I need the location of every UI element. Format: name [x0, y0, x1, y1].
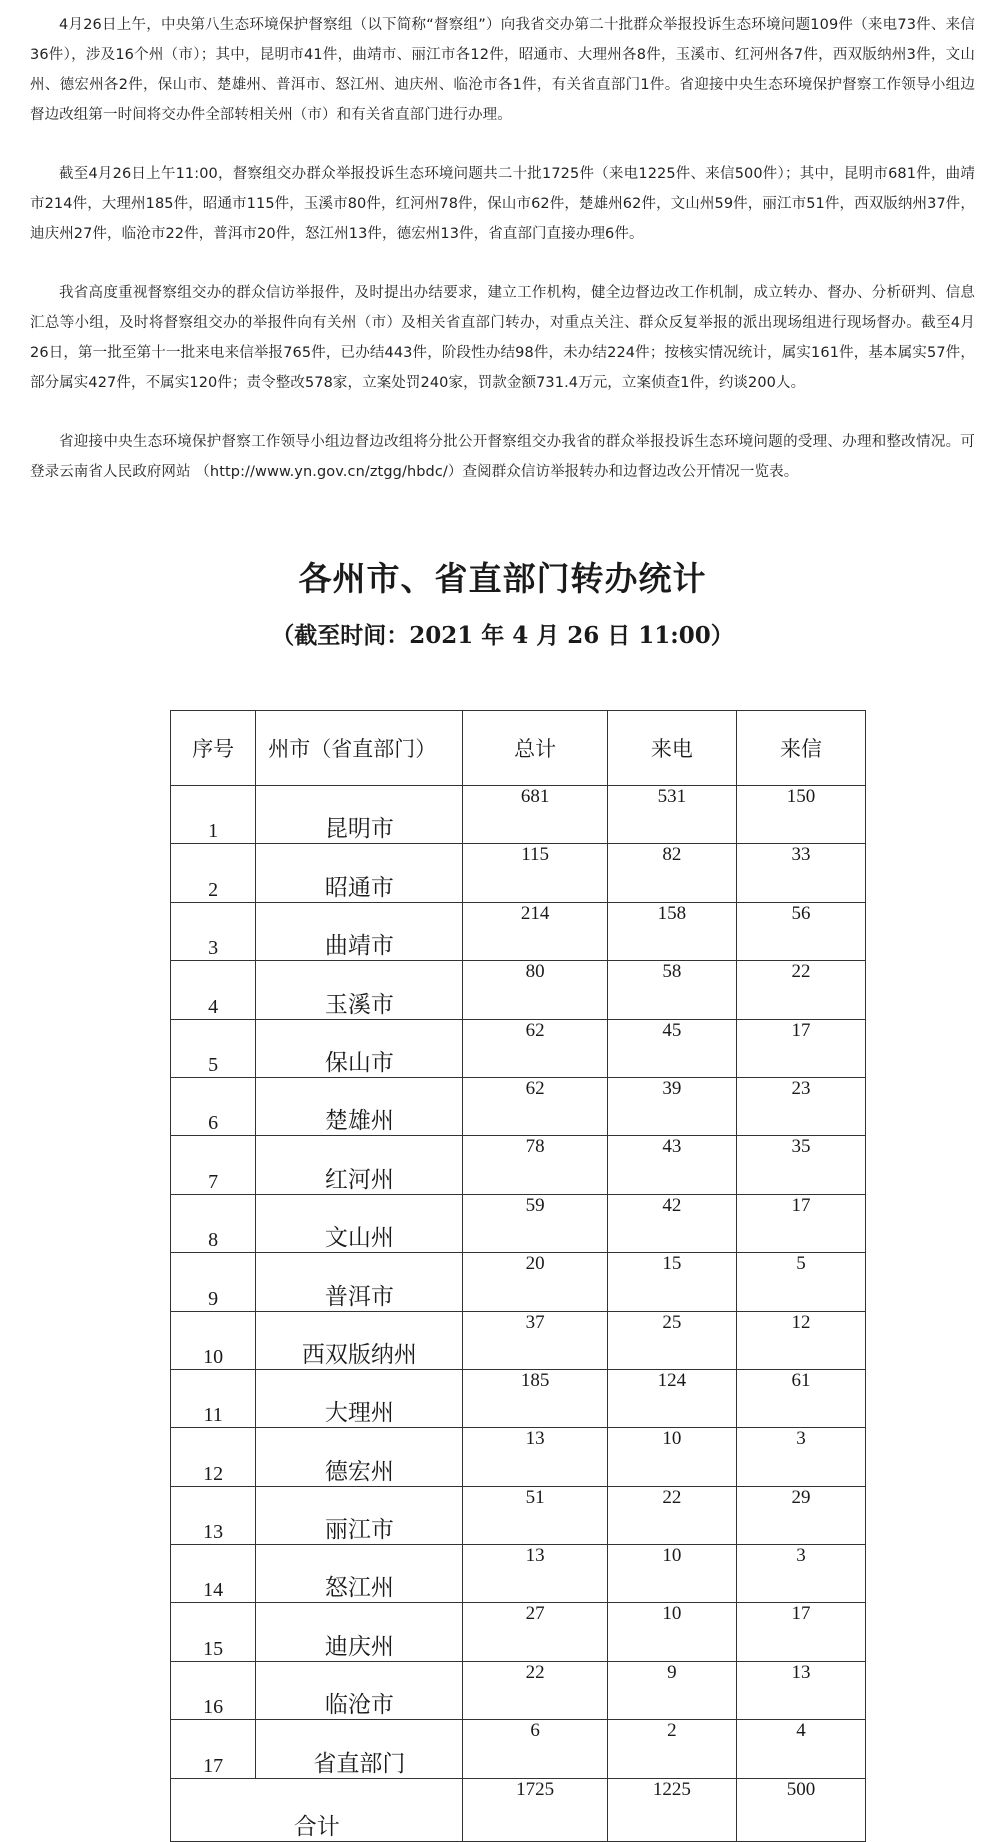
row-index: 11 — [171, 1369, 256, 1427]
table-row — [171, 1603, 866, 1661]
row-letter: 4 — [736, 1720, 865, 1778]
row-letter: 56 — [736, 902, 865, 960]
row-total: 51 — [463, 1486, 607, 1544]
row-index: 3 — [171, 902, 256, 960]
table-row — [171, 961, 866, 1019]
table-row — [171, 1194, 866, 1252]
row-index: 16 — [171, 1661, 256, 1719]
table-row — [171, 1486, 866, 1544]
row-letter: 29 — [736, 1486, 865, 1544]
row-phone: 15 — [607, 1253, 736, 1311]
row-letter: 17 — [736, 1019, 865, 1077]
row-name: 玉溪市 — [256, 961, 463, 1019]
row-total: 185 — [463, 1369, 607, 1427]
article-paragraph-4: 省迎接中央生态环境保护督察工作领导小组边督边改组将分批公开督察组交办我省的群众举报投诉生态环境问题的受理、办理和整改情况。可登录云南省人民政府网站 （http://www.yn.gov.cn/ztgg/hbdc/）查阅群众信访举报转办和边督边改公开情况一览表。 — [30, 434, 975, 480]
table-row — [171, 1311, 866, 1369]
row-name: 昭通市 — [256, 844, 463, 902]
table-row — [171, 1661, 866, 1719]
row-index: 7 — [171, 1136, 256, 1194]
header-phone: 来电 — [607, 711, 736, 786]
row-name: 曲靖市 — [256, 902, 463, 960]
row-phone: 42 — [607, 1194, 736, 1252]
row-total: 20 — [463, 1253, 607, 1311]
row-name: 大理州 — [256, 1369, 463, 1427]
row-letter: 17 — [736, 1603, 865, 1661]
row-total: 13 — [463, 1428, 607, 1486]
row-index: 15 — [171, 1603, 256, 1661]
row-total: 62 — [463, 1077, 607, 1135]
row-name: 普洱市 — [256, 1253, 463, 1311]
row-phone: 58 — [607, 961, 736, 1019]
table-row — [171, 1019, 866, 1077]
row-phone: 45 — [607, 1019, 736, 1077]
row-letter: 3 — [736, 1545, 865, 1603]
row-index: 1 — [171, 786, 256, 844]
row-phone: 10 — [607, 1428, 736, 1486]
row-total: 214 — [463, 902, 607, 960]
row-index: 9 — [171, 1253, 256, 1311]
row-total: 37 — [463, 1311, 607, 1369]
row-name: 迪庆州 — [256, 1603, 463, 1661]
table-row — [171, 1428, 866, 1486]
row-letter: 3 — [736, 1428, 865, 1486]
article-paragraph-1: 4月26日上午，中央第八生态环境保护督察组（以下简称“督察组”）向我省交办第二十批群众举报投诉生态环境问题109件（来电73件、来信36件），涉及16个州（市）；其中，昆明市41件，曲靖市、丽江市各12件，昭通市、大理州各8件，玉溪市、红河州各7件，西双版纳州3件，文山州、德宏州各2件，保山市、楚雄州、普洱市、怒江州、迪庆州、临沧市各1件，有关省直部门1件。省迎接中央生态环境保护督察工作领导小组边督边改组第一时间将交办件全部转相关州（市）和有关省直部门进行办理。 — [30, 17, 975, 123]
row-letter: 5 — [736, 1253, 865, 1311]
row-phone: 25 — [607, 1311, 736, 1369]
row-phone: 9 — [607, 1661, 736, 1719]
row-phone: 22 — [607, 1486, 736, 1544]
total-total: 1725 — [463, 1778, 607, 1841]
row-phone: 39 — [607, 1077, 736, 1135]
table-subtitle: （截至时间：2021 年 4 月 26 日 11:00） — [271, 622, 734, 649]
table-row — [171, 1253, 866, 1311]
row-phone: 10 — [607, 1545, 736, 1603]
row-total: 80 — [463, 961, 607, 1019]
total-phone: 1225 — [607, 1778, 736, 1841]
row-total: 27 — [463, 1603, 607, 1661]
row-total: 59 — [463, 1194, 607, 1252]
row-name: 文山州 — [256, 1194, 463, 1252]
row-phone: 82 — [607, 844, 736, 902]
row-name: 红河州 — [256, 1136, 463, 1194]
table-title: 各州市、省直部门转办统计 — [298, 559, 707, 598]
row-total: 62 — [463, 1019, 607, 1077]
row-name: 德宏州 — [256, 1428, 463, 1486]
table-row — [171, 1136, 866, 1194]
row-name: 临沧市 — [256, 1661, 463, 1719]
article-paragraph-3: 我省高度重视督察组交办的群众信访举报件，及时提出办结要求，建立工作机构，健全边督边改工作机制，成立转办、督办、分析研判、信息汇总等小组，及时将督察组交办的举报件向有关州（市）及相关省直部门转办，对重点关注、群众反复举报的派出现场组进行现场督办。截至4月26日，第一批至第十一批来电来信举报765件，已办结443件，阶段性办结98件，未办结224件；按核实情况统计，属实161件，基本属实57件，部分属实427件，不属实120件；责令整改578家，立案处罚240家，罚款金额731.4万元，立案侦查1件，约谈200人。 — [30, 285, 975, 391]
row-phone: 10 — [607, 1603, 736, 1661]
row-index: 10 — [171, 1311, 256, 1369]
table-row — [171, 786, 866, 844]
row-letter: 23 — [736, 1077, 865, 1135]
table-row — [171, 1077, 866, 1135]
row-letter: 22 — [736, 961, 865, 1019]
row-name: 省直部门 — [256, 1720, 463, 1778]
total-letter: 500 — [736, 1778, 865, 1841]
header-letter: 来信 — [736, 711, 865, 786]
row-letter: 61 — [736, 1369, 865, 1427]
header-index: 序号 — [171, 711, 256, 786]
statistics-table — [170, 710, 866, 1842]
row-name: 怒江州 — [256, 1545, 463, 1603]
row-letter: 150 — [736, 786, 865, 844]
row-name: 丽江市 — [256, 1486, 463, 1544]
row-index: 13 — [171, 1486, 256, 1544]
row-index: 4 — [171, 961, 256, 1019]
row-index: 14 — [171, 1545, 256, 1603]
row-name: 西双版纳州 — [256, 1311, 463, 1369]
row-letter: 35 — [736, 1136, 865, 1194]
row-letter: 12 — [736, 1311, 865, 1369]
row-total: 681 — [463, 786, 607, 844]
table-row — [171, 1369, 866, 1427]
article-paragraph-2: 截至4月26日上午11:00，督察组交办群众举报投诉生态环境问题共二十批1725件（来电1225件、来信500件）；其中，昆明市681件，曲靖市214件，大理州185件，昭通市115件，玉溪市80件，红河州78件，保山市62件，楚雄州62件，文山州59件，丽江市51件，西双版纳州37件，迪庆州27件，临沧市22件，普洱市20件，怒江州13件，德宏州13件，省直部门直接办理6件。 — [30, 166, 975, 242]
row-name: 楚雄州 — [256, 1077, 463, 1135]
table-row — [171, 902, 866, 960]
row-total: 6 — [463, 1720, 607, 1778]
row-letter: 17 — [736, 1194, 865, 1252]
row-index: 17 — [171, 1720, 256, 1778]
row-total: 78 — [463, 1136, 607, 1194]
table-row — [171, 1545, 866, 1603]
row-phone: 43 — [607, 1136, 736, 1194]
row-name: 保山市 — [256, 1019, 463, 1077]
row-name: 昆明市 — [256, 786, 463, 844]
row-index: 2 — [171, 844, 256, 902]
row-letter: 13 — [736, 1661, 865, 1719]
table-row — [171, 1720, 866, 1778]
row-phone: 124 — [607, 1369, 736, 1427]
row-index: 5 — [171, 1019, 256, 1077]
row-phone: 2 — [607, 1720, 736, 1778]
article-body — [30, 10, 975, 516]
table-row — [171, 844, 866, 902]
row-letter: 33 — [736, 844, 865, 902]
row-phone: 158 — [607, 902, 736, 960]
table-header-row — [171, 711, 866, 786]
row-total: 13 — [463, 1545, 607, 1603]
header-total: 总计 — [463, 711, 607, 786]
header-name: 州市（省直部门） — [256, 711, 463, 786]
row-index: 12 — [171, 1428, 256, 1486]
row-total: 115 — [463, 844, 607, 902]
total-label: 合计 — [171, 1778, 463, 1841]
row-phone: 531 — [607, 786, 736, 844]
row-index: 8 — [171, 1194, 256, 1252]
table-total-row — [171, 1778, 866, 1841]
row-total: 22 — [463, 1661, 607, 1719]
row-index: 6 — [171, 1077, 256, 1135]
